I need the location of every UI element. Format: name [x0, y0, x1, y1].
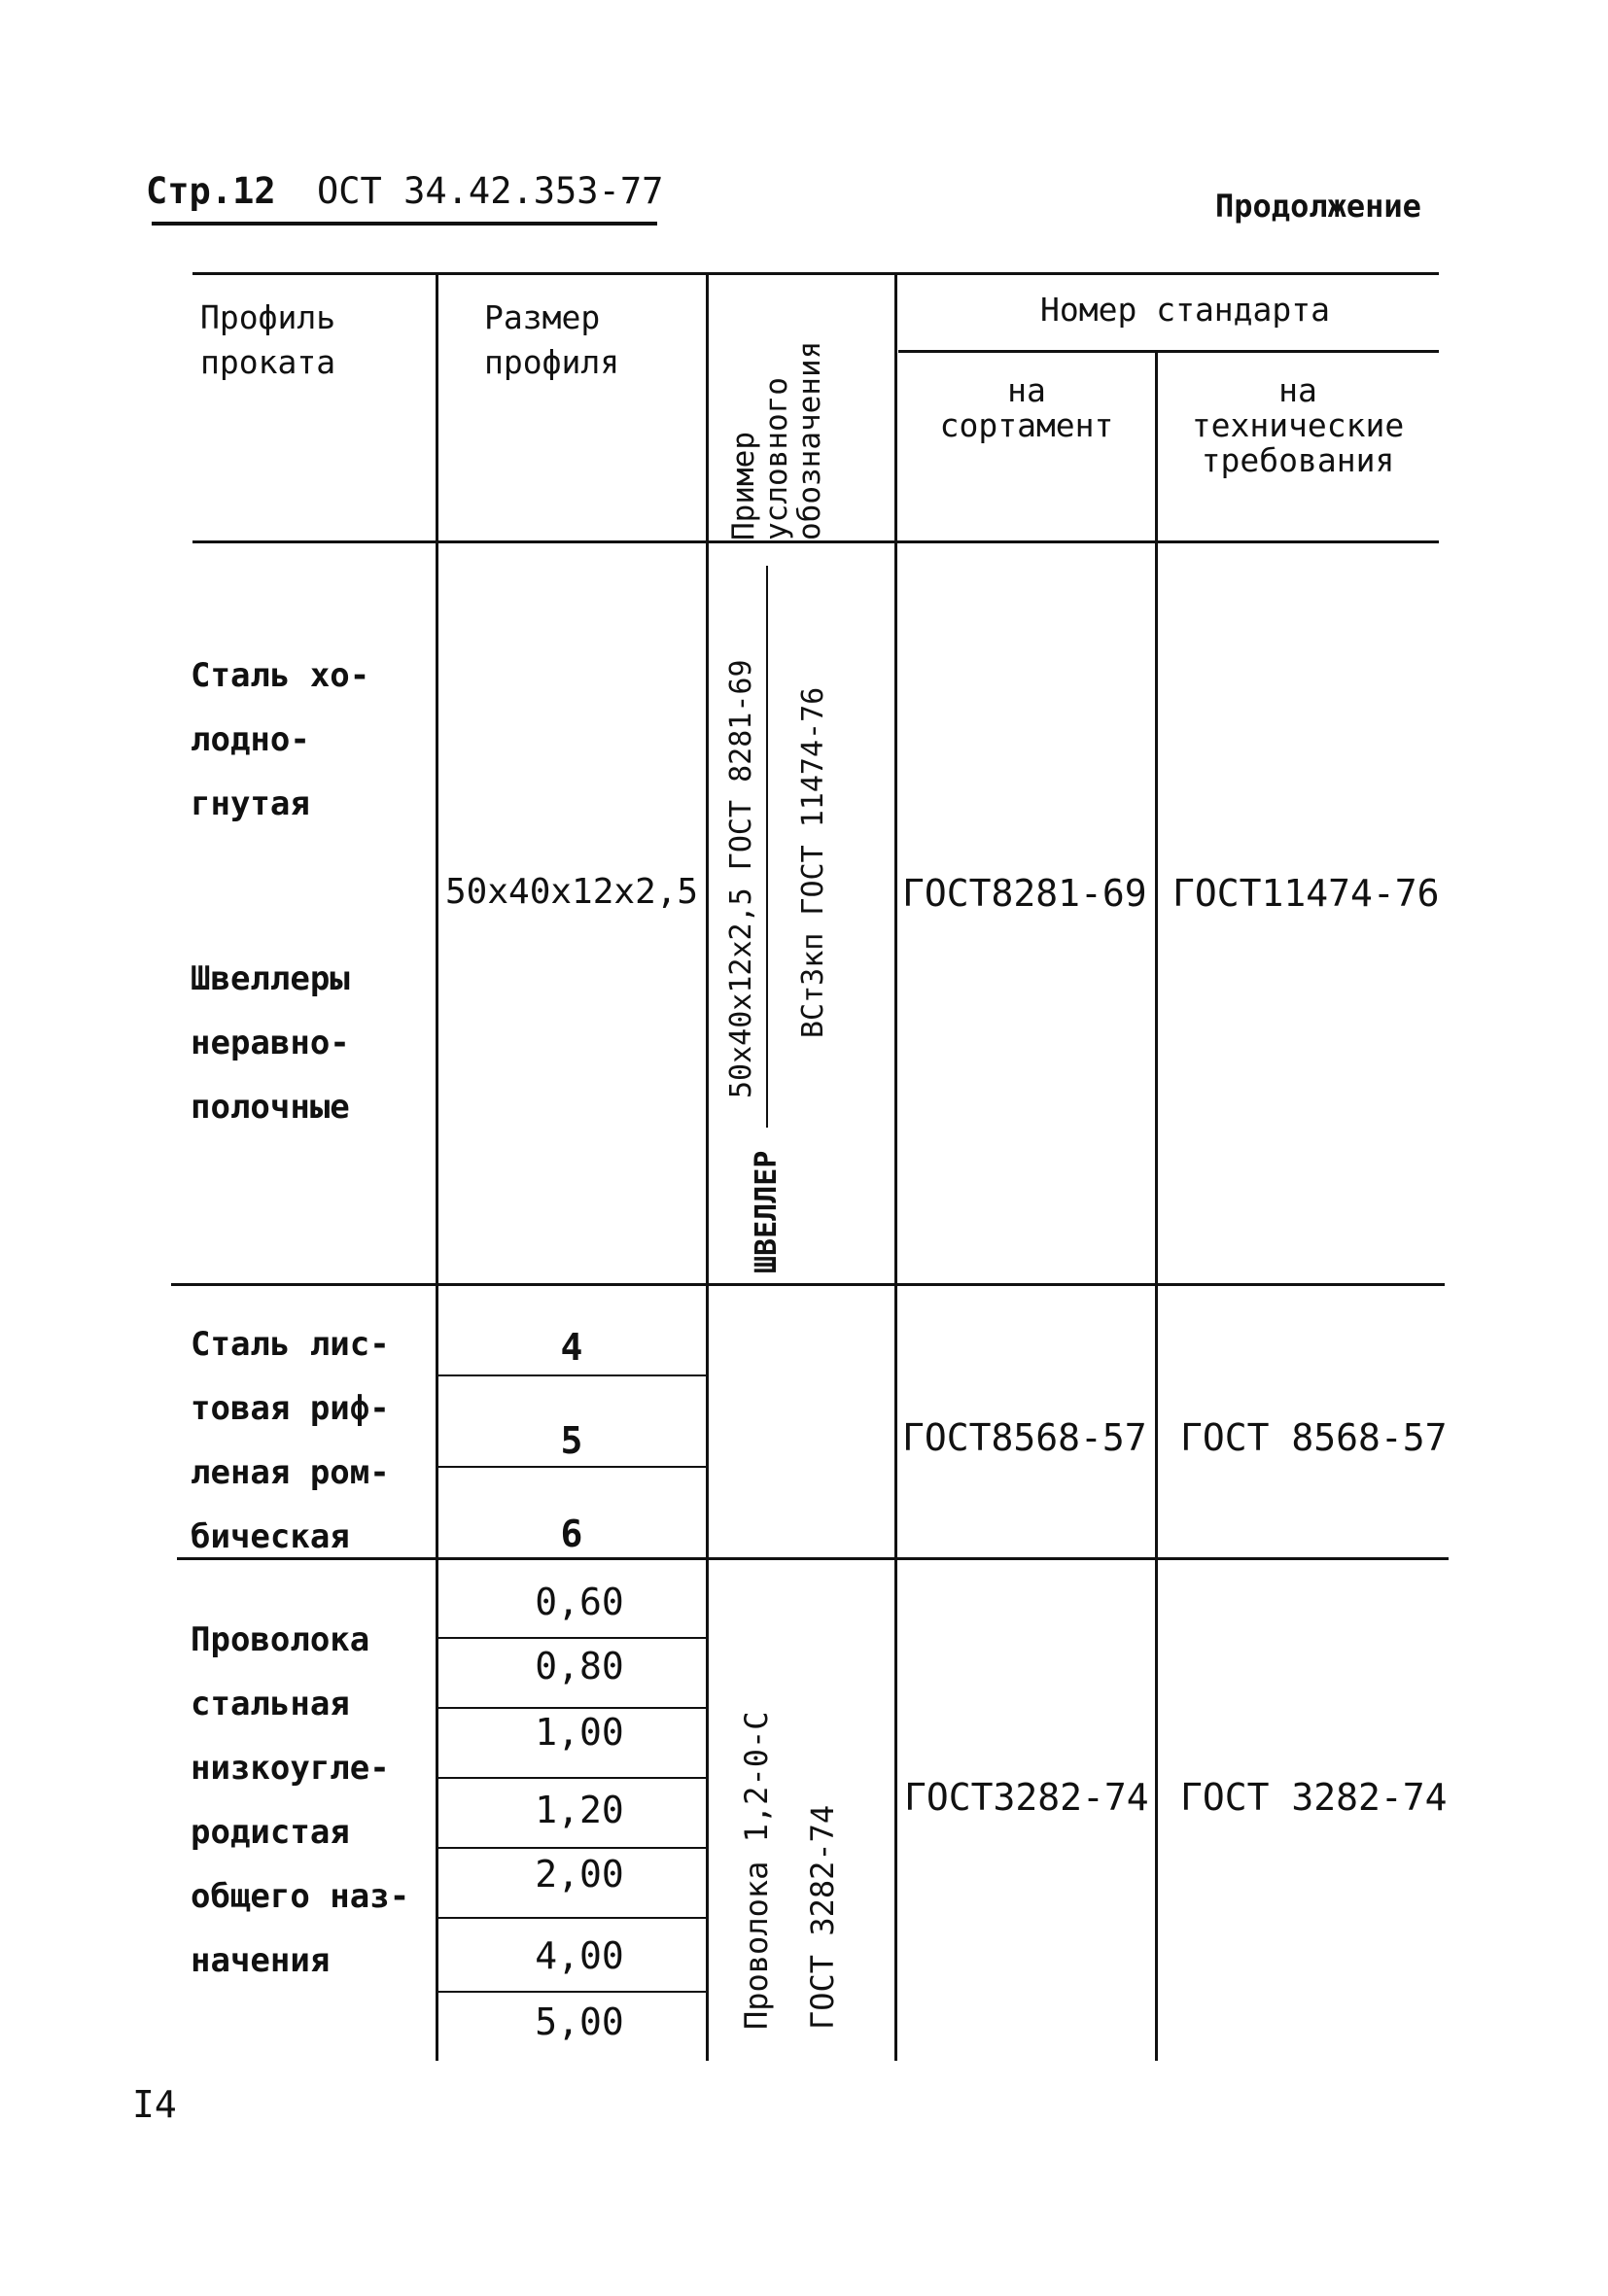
row3-size-7: 5,00 [535, 2000, 624, 2043]
size-divider [437, 1707, 706, 1709]
size-divider [437, 1917, 706, 1919]
row2-std-tech: ГОСТ 8568-57 [1180, 1416, 1448, 1459]
size-divider [437, 1466, 706, 1468]
header-standard-group: Номер стандарта [1040, 291, 1331, 329]
row2-size-1: 4 [560, 1326, 583, 1369]
row1-example-prefix: ШВЕЛЛЕР [750, 1150, 784, 1273]
page-ref: Стр.12 [146, 170, 276, 212]
row3-size-6: 4,00 [535, 1934, 624, 1977]
row3-example-line2: ГОСТ 3282-74 [804, 1804, 841, 2030]
row3-size-3: 1,00 [535, 1711, 624, 1754]
row1-bottom-border [171, 1283, 1445, 1286]
row2-size-2: 5 [560, 1419, 583, 1462]
row1-std-assortment: ГОСТ8281-69 [902, 872, 1147, 915]
row1-profile-a: Сталь хо- лодно- гнутая [191, 656, 370, 823]
row3-size-5: 2,00 [535, 1853, 624, 1896]
page-number: I4 [132, 2083, 177, 2126]
row2-std-assortment: ГОСТ8568-57 [902, 1416, 1147, 1459]
document-code: ОСТ 34.42.353-77 [317, 170, 664, 212]
header-bottom-border [192, 540, 1439, 543]
col-divider-1 [436, 272, 438, 2061]
header-standard-tech: на технические требования [1191, 371, 1405, 479]
row1-profile-b: Швеллеры неравно- полочные [191, 959, 350, 1127]
standard-group-divider [898, 350, 1439, 353]
row3-std-assortment: ГОСТ3282-74 [904, 1776, 1149, 1819]
header-size: Размер профиля [484, 298, 620, 381]
row2-size-3: 6 [560, 1513, 583, 1555]
header-profile: Профиль проката [200, 298, 336, 381]
size-divider [437, 1847, 706, 1849]
header-underline [152, 222, 657, 226]
size-divider [437, 1991, 706, 1993]
col-divider-4 [1155, 350, 1158, 2061]
row2-profile: Сталь лис- товая риф- леная ром- бическая [191, 1325, 390, 1556]
row1-std-tech: ГОСТ11474-76 [1172, 872, 1440, 915]
row3-profile: Проволока стальная низкоугле- родистая общего наз- начения [191, 1620, 410, 1980]
header-example: Пример условного обозначения [726, 340, 827, 540]
size-divider [437, 1374, 706, 1376]
row1-example-numerator: 50х40х12х2,5 ГОСТ 8281-69 [724, 659, 758, 1098]
row3-size-1: 0,60 [535, 1581, 624, 1623]
col-divider-3 [894, 272, 897, 2061]
row1-size: 50х40х12х2,5 [445, 872, 699, 912]
header-standard-assortment: на сортамент [939, 371, 1114, 444]
row3-size-4: 1,20 [535, 1789, 624, 1831]
size-divider [437, 1777, 706, 1779]
row3-size-2: 0,80 [535, 1645, 624, 1687]
row1-example-denominator: ВСт3кп ГОСТ 11474-76 [796, 686, 830, 1038]
size-divider [437, 1637, 706, 1639]
row1-fraction-bar [766, 566, 768, 1128]
table-top-border [192, 272, 1439, 275]
row3-std-tech: ГОСТ 3282-74 [1180, 1776, 1448, 1819]
row3-example-line1: Проволока 1,2-0-С [738, 1711, 775, 2030]
continuation-label: Продолжение [1215, 188, 1421, 225]
